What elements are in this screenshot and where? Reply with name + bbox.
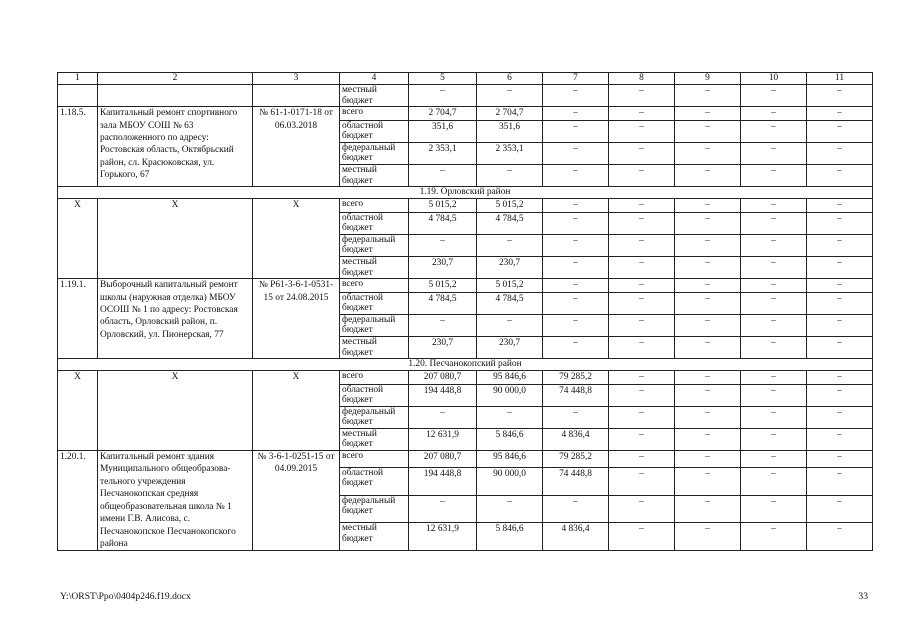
page-number: 33 (858, 591, 868, 602)
item-description: Капитальный ремонт спортивного зала МБОУ СОШ № 63 расположенного по адресу: Ростовская область, Октябрьский район, сл. Красюковская, ул. Горького, 67 (98, 107, 253, 187)
item-number: 1.18.5. (58, 107, 98, 187)
funding-source: всего (340, 371, 409, 384)
region-title: 1.19. Орловский район (58, 187, 873, 199)
value-cell: – (807, 428, 873, 450)
funding-source: федеральный бюджет (340, 314, 409, 336)
value-cell: 351,6 (409, 120, 477, 142)
item-description: Выборочный капитальный ремонт школы (наружная отделка) МБОУ ОСОШ № 1 по адресу: Ростовская область, Орловский район, п. Орловский, ул. Пионерская, 77 (98, 279, 253, 359)
value-cell: 194 448,8 (409, 384, 477, 406)
funding-source: местный бюджет (340, 164, 409, 186)
value-cell: – (807, 85, 873, 107)
table-body (58, 73, 873, 551)
value-cell: – (609, 164, 675, 186)
value-cell: – (609, 371, 675, 384)
value-cell: 194 448,8 (409, 467, 477, 495)
value-cell: – (807, 467, 873, 495)
value-cell: – (609, 406, 675, 428)
table-row (58, 371, 873, 384)
value-cell: 90 000,0 (477, 467, 543, 495)
value-cell: 207 080,7 (409, 371, 477, 384)
value-cell: – (609, 495, 675, 523)
value-cell: – (741, 314, 807, 336)
value-cell: – (675, 199, 741, 212)
value-cell: 5 846,6 (477, 523, 543, 551)
funding-source: местный бюджет (340, 336, 409, 358)
value-cell: – (807, 451, 873, 468)
value-cell: 5 015,2 (409, 199, 477, 212)
value-cell: – (675, 120, 741, 142)
value-cell: – (609, 384, 675, 406)
value-cell: – (675, 428, 741, 450)
value-cell: 5 015,2 (477, 199, 543, 212)
value-cell: – (807, 212, 873, 234)
value-cell: 79 285,2 (543, 371, 609, 384)
value-cell: – (675, 384, 741, 406)
value-cell: – (543, 234, 609, 256)
region-row (58, 187, 873, 199)
value-cell: 2 704,7 (477, 107, 543, 120)
value-cell: – (807, 164, 873, 186)
funding-source: местный бюджет (340, 85, 409, 107)
value-cell: – (741, 212, 807, 234)
value-cell: – (609, 107, 675, 120)
value-cell: – (675, 495, 741, 523)
item-number (58, 85, 98, 107)
value-cell: – (807, 523, 873, 551)
item-number: Х (58, 199, 98, 279)
value-cell: – (807, 256, 873, 278)
value-cell: – (741, 336, 807, 358)
value-cell: – (543, 336, 609, 358)
item-number: 1.20.1. (58, 451, 98, 551)
item-description: Капитальный ремонт здания Муниципального общеобразова-тельного учреждения Песчанокопская средняя общеобразовательная школа № 1 имени Г.В. Алисова, с. Песчанокопское Песчанокопского района (98, 451, 253, 551)
value-cell: 12 631,9 (409, 523, 477, 551)
value-cell: – (675, 523, 741, 551)
value-cell: – (741, 120, 807, 142)
table-row (58, 85, 873, 107)
value-cell: – (675, 314, 741, 336)
value-cell: – (741, 234, 807, 256)
value-cell: – (609, 256, 675, 278)
value-cell: – (609, 292, 675, 314)
value-cell: 2 353,1 (409, 142, 477, 164)
value-cell: – (543, 164, 609, 186)
value-cell: – (741, 199, 807, 212)
value-cell: – (477, 314, 543, 336)
value-cell: – (741, 371, 807, 384)
header-cell: 3 (253, 73, 340, 85)
value-cell: – (609, 467, 675, 495)
value-cell: – (675, 467, 741, 495)
item-document: № 61-1-0171-18 от 06.03.2018 (253, 107, 340, 187)
value-cell: – (741, 142, 807, 164)
value-cell: – (609, 85, 675, 107)
value-cell: – (741, 428, 807, 450)
value-cell: – (741, 292, 807, 314)
funding-source: федеральный бюджет (340, 142, 409, 164)
value-cell: – (409, 406, 477, 428)
value-cell: – (609, 336, 675, 358)
value-cell: – (609, 120, 675, 142)
value-cell: 207 080,7 (409, 451, 477, 468)
region-title: 1.20. Песчанокопский район (58, 359, 873, 371)
value-cell: 95 846,6 (477, 451, 543, 468)
value-cell: – (675, 85, 741, 107)
value-cell: – (543, 120, 609, 142)
value-cell: – (807, 336, 873, 358)
item-document: № 3-6-1-0251-15 от 04.09.2015 (253, 451, 340, 551)
value-cell: – (543, 279, 609, 292)
value-cell: – (609, 523, 675, 551)
value-cell: – (409, 495, 477, 523)
value-cell: – (741, 256, 807, 278)
value-cell: – (675, 336, 741, 358)
value-cell: 4 784,5 (477, 292, 543, 314)
value-cell: – (609, 234, 675, 256)
item-description: Х (98, 371, 253, 451)
value-cell: – (609, 314, 675, 336)
region-row (58, 359, 873, 371)
value-cell: – (477, 85, 543, 107)
value-cell: – (609, 451, 675, 468)
value-cell: 5 015,2 (409, 279, 477, 292)
value-cell: – (741, 164, 807, 186)
header-cell: 1 (58, 73, 98, 85)
value-cell: 79 285,2 (543, 451, 609, 468)
file-path: Y:\ORST\Ppo\0404p246.f19.docx (60, 591, 191, 602)
header-cell: 11 (807, 73, 873, 85)
funding-source: областной бюджет (340, 384, 409, 406)
value-cell: – (675, 406, 741, 428)
value-cell: – (477, 234, 543, 256)
value-cell: 2 353,1 (477, 142, 543, 164)
value-cell: – (807, 314, 873, 336)
value-cell: – (543, 85, 609, 107)
funding-source: федеральный бюджет (340, 234, 409, 256)
funding-source: федеральный бюджет (340, 406, 409, 428)
header-cell: 7 (543, 73, 609, 85)
value-cell: 74 448,8 (543, 384, 609, 406)
header-cell: 4 (340, 73, 409, 85)
value-cell: – (741, 495, 807, 523)
value-cell: – (477, 164, 543, 186)
funding-source: федеральный бюджет (340, 495, 409, 523)
value-cell: 4 836,4 (543, 428, 609, 450)
funding-source: всего (340, 107, 409, 120)
value-cell: – (741, 406, 807, 428)
header-cell: 8 (609, 73, 675, 85)
value-cell: – (807, 120, 873, 142)
value-cell: 4 784,5 (409, 212, 477, 234)
value-cell: 230,7 (477, 256, 543, 278)
value-cell: – (477, 406, 543, 428)
funding-source: областной бюджет (340, 120, 409, 142)
value-cell: – (543, 314, 609, 336)
value-cell: 230,7 (409, 256, 477, 278)
item-document: № Р61-3-6-1-0531-15 от 24.08.2015 (253, 279, 340, 359)
value-cell: – (807, 292, 873, 314)
header-cell: 6 (477, 73, 543, 85)
value-cell: – (675, 279, 741, 292)
value-cell: – (477, 495, 543, 523)
item-description: Х (98, 199, 253, 279)
value-cell: – (675, 164, 741, 186)
value-cell: – (543, 406, 609, 428)
value-cell: – (409, 164, 477, 186)
value-cell: – (675, 256, 741, 278)
value-cell: – (741, 523, 807, 551)
value-cell: – (675, 142, 741, 164)
funding-source: областной бюджет (340, 292, 409, 314)
value-cell: 4 784,5 (409, 292, 477, 314)
header-cell: 5 (409, 73, 477, 85)
funding-source: областной бюджет (340, 467, 409, 495)
value-cell: – (543, 107, 609, 120)
table-row (58, 199, 873, 212)
value-cell: – (409, 85, 477, 107)
value-cell: – (741, 85, 807, 107)
value-cell: – (807, 142, 873, 164)
value-cell: – (741, 451, 807, 468)
value-cell: 230,7 (409, 336, 477, 358)
value-cell: 5 846,6 (477, 428, 543, 450)
value-cell: – (675, 451, 741, 468)
value-cell: – (675, 371, 741, 384)
header-cell: 2 (98, 73, 253, 85)
value-cell: – (675, 234, 741, 256)
value-cell: 230,7 (477, 336, 543, 358)
value-cell: 4 836,4 (543, 523, 609, 551)
value-cell: – (609, 428, 675, 450)
funding-source: областной бюджет (340, 212, 409, 234)
item-document: Х (253, 371, 340, 451)
value-cell: 5 015,2 (477, 279, 543, 292)
value-cell: – (609, 279, 675, 292)
value-cell: – (543, 256, 609, 278)
value-cell: – (543, 292, 609, 314)
value-cell: – (807, 279, 873, 292)
funding-source: местный бюджет (340, 428, 409, 450)
value-cell: 74 448,8 (543, 467, 609, 495)
value-cell: – (409, 234, 477, 256)
value-cell: – (741, 107, 807, 120)
table-row (58, 107, 873, 120)
value-cell: – (807, 495, 873, 523)
value-cell: – (741, 384, 807, 406)
value-cell: – (409, 314, 477, 336)
header-row (58, 73, 873, 85)
item-number: Х (58, 371, 98, 451)
value-cell: – (807, 199, 873, 212)
value-cell: – (609, 212, 675, 234)
value-cell: – (675, 107, 741, 120)
funding-source: всего (340, 279, 409, 292)
value-cell: – (609, 142, 675, 164)
value-cell: 4 784,5 (477, 212, 543, 234)
table-row (58, 451, 873, 468)
item-document: Х (253, 199, 340, 279)
item-number: 1.19.1. (58, 279, 98, 359)
value-cell: – (807, 234, 873, 256)
value-cell: 90 000,0 (477, 384, 543, 406)
value-cell: – (609, 199, 675, 212)
value-cell: – (807, 384, 873, 406)
table-row (58, 279, 873, 292)
value-cell: – (807, 371, 873, 384)
header-cell: 10 (741, 73, 807, 85)
item-document (253, 85, 340, 107)
value-cell: 12 631,9 (409, 428, 477, 450)
header-cell: 9 (675, 73, 741, 85)
value-cell: – (807, 107, 873, 120)
value-cell: – (675, 292, 741, 314)
value-cell: 95 846,6 (477, 371, 543, 384)
program-table (57, 72, 873, 551)
value-cell: – (741, 467, 807, 495)
value-cell: 2 704,7 (409, 107, 477, 120)
funding-source: всего (340, 451, 409, 468)
value-cell: – (543, 199, 609, 212)
value-cell: – (807, 406, 873, 428)
value-cell: – (675, 212, 741, 234)
funding-source: местный бюджет (340, 523, 409, 551)
value-cell: – (543, 142, 609, 164)
value-cell: – (741, 279, 807, 292)
funding-source: местный бюджет (340, 256, 409, 278)
value-cell: – (543, 495, 609, 523)
item-description (98, 85, 253, 107)
funding-source: всего (340, 199, 409, 212)
value-cell: 351,6 (477, 120, 543, 142)
value-cell: – (543, 212, 609, 234)
